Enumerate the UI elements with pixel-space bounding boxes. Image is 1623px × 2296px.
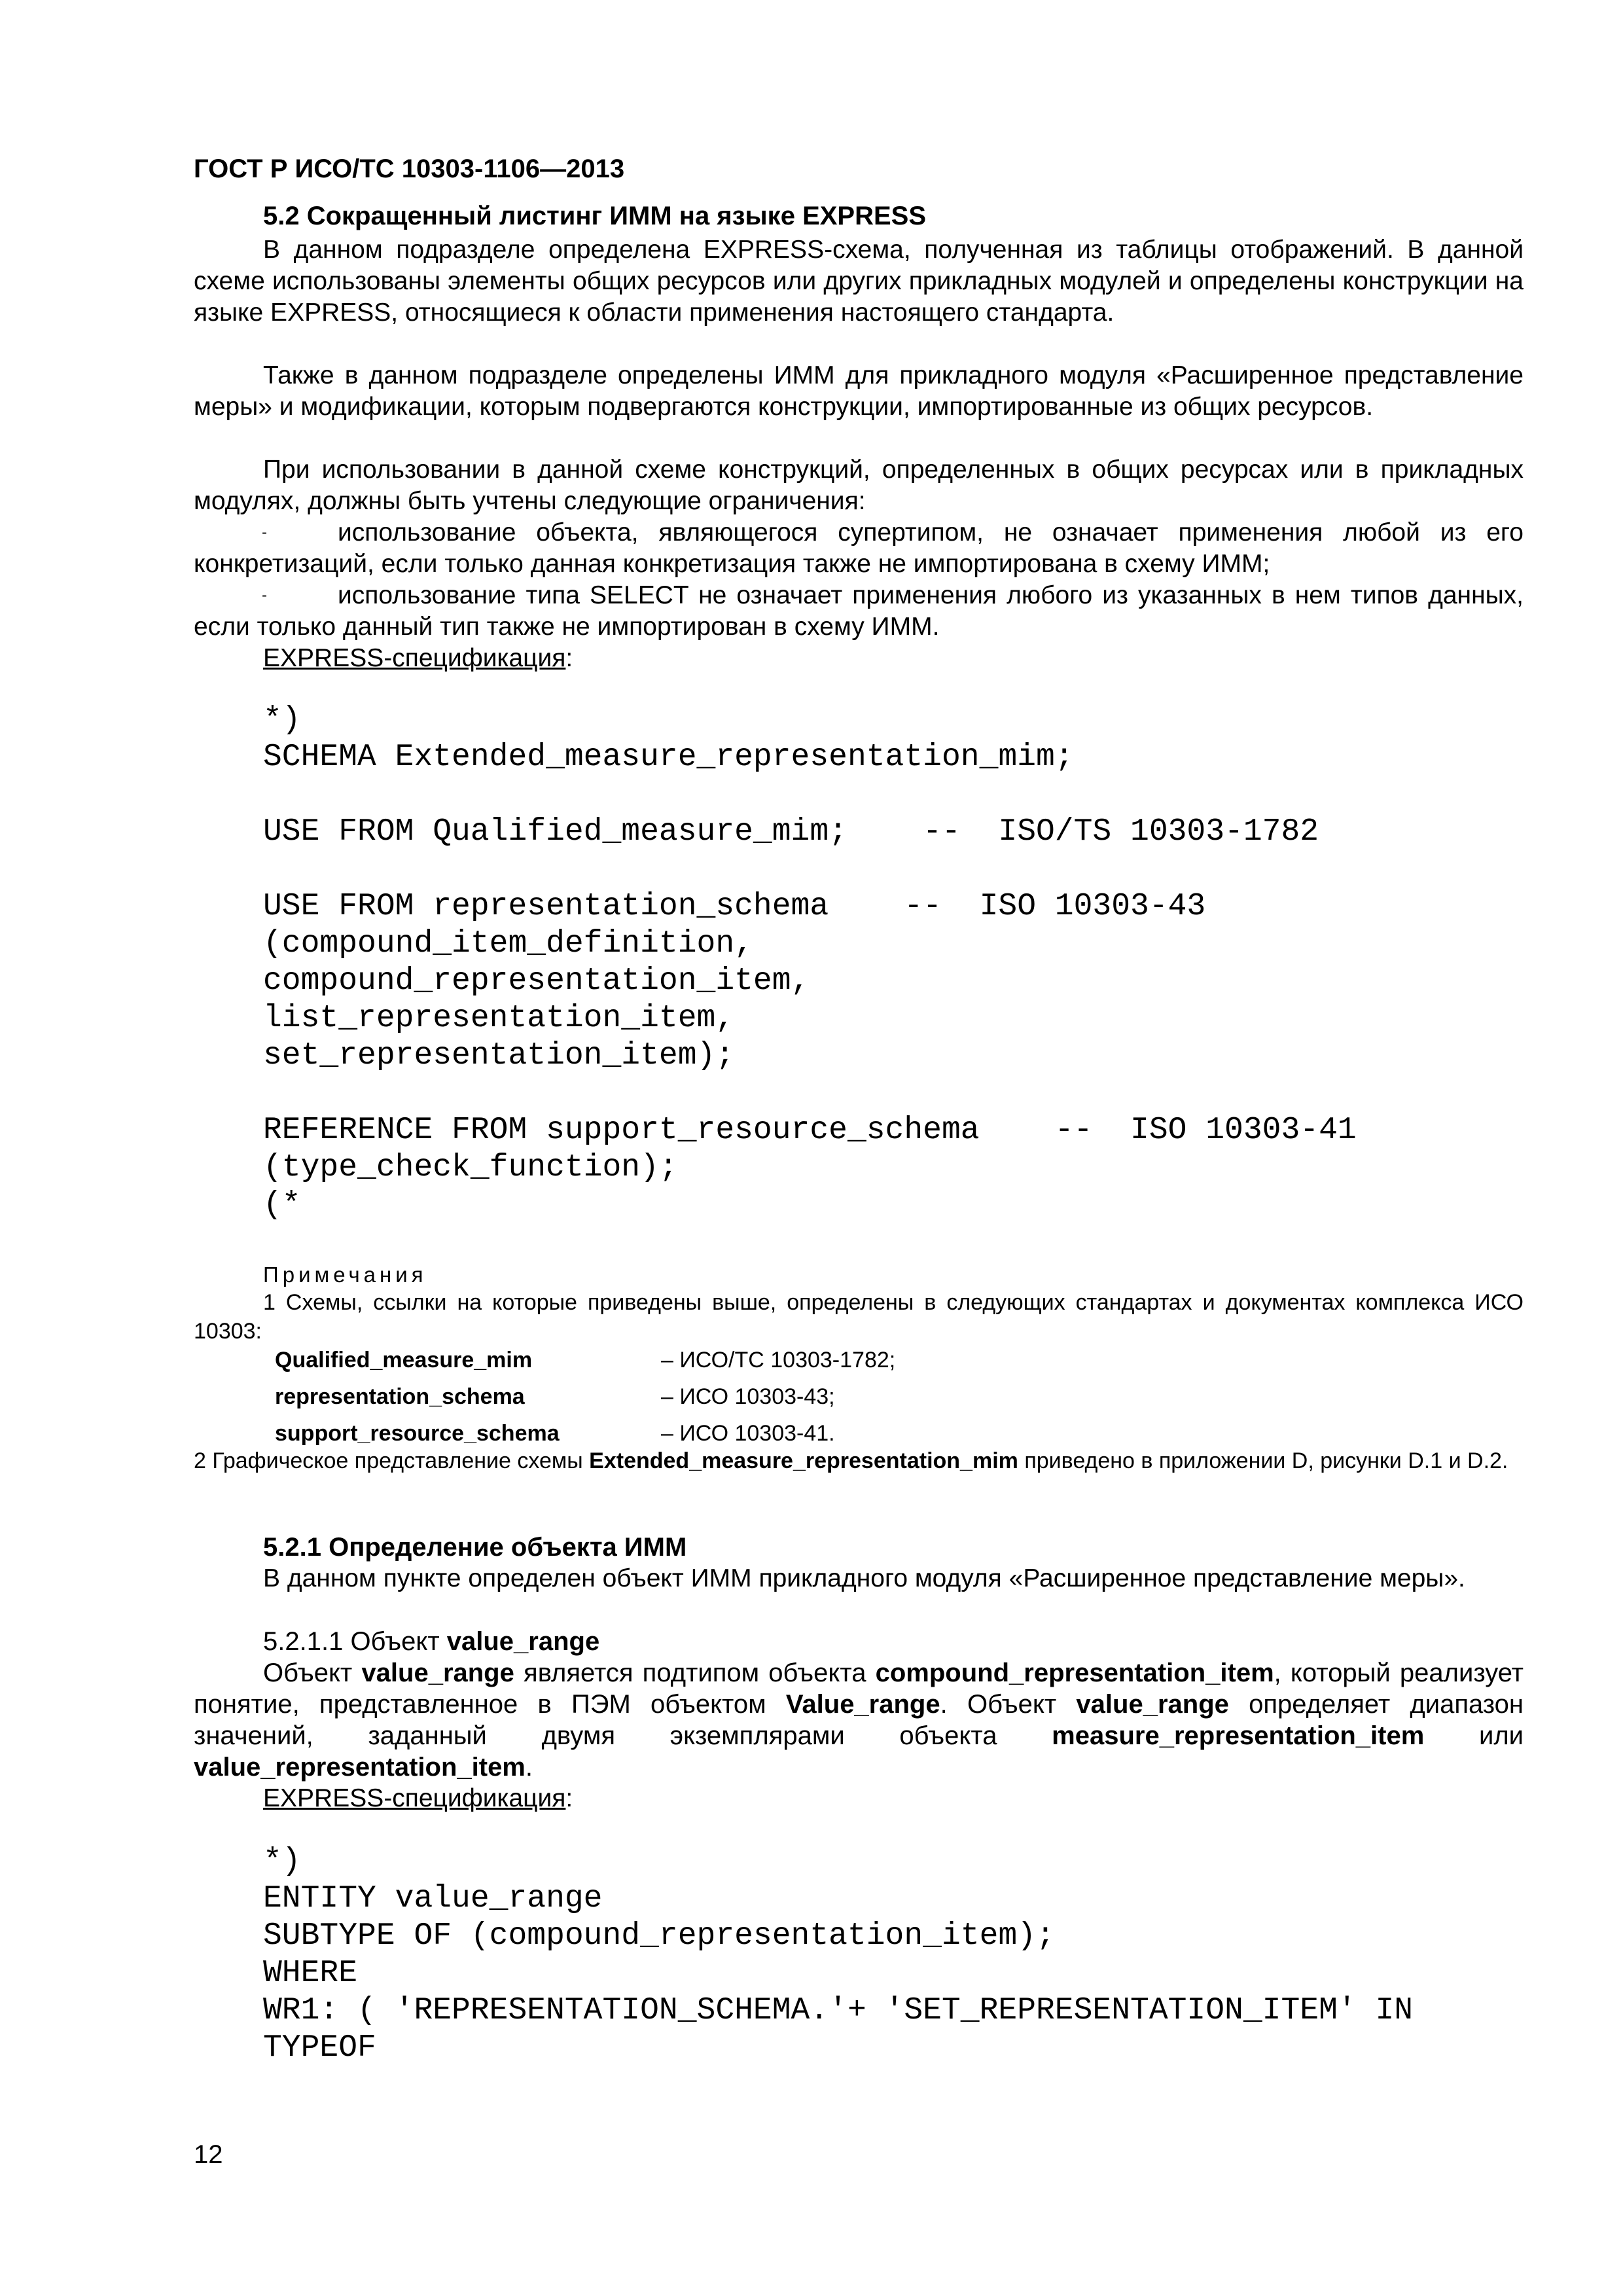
note-1 [194, 1288, 1524, 1346]
paragraph-text: В данном пункте определен объект ИММ прикладного модуля «Расширенное представление меры». [263, 1564, 1465, 1592]
desc-text: , который реализует понятие, представленное в ПЭМ объектом [194, 1659, 1524, 1719]
list-item [194, 580, 1524, 643]
note-text: 1 Схемы, ссылки на которые приведены выше, определены в следующих стандартах и документах комплекса ИСО 10303: [194, 1290, 1524, 1344]
desc-entity-name: Value_range [785, 1690, 940, 1719]
subsection-heading-5-2-1-1 [194, 1626, 1524, 1657]
desc-entity-name: compound_representation_item [875, 1659, 1274, 1687]
desc-text: определяет диапазон значений, заданный двумя экземплярами объекта [194, 1690, 1524, 1750]
express-spec-label [263, 643, 573, 674]
schema-reference-table [275, 1342, 895, 1452]
list-item-text: использование типа SELECT не означает применения любого из указанных в нем типов данных, если только данный тип также не импортирован в схему ИММ. [194, 581, 1524, 641]
desc-text: является подтипом объекта [514, 1659, 876, 1687]
desc-text: или [1424, 1721, 1524, 1750]
spec-label-colon: : [565, 1784, 573, 1812]
subsection-heading-text [194, 1626, 1524, 1657]
list-item [194, 517, 1524, 580]
note-2-text-end: приведено в приложении D, рисунки D.1 и D.2. [1018, 1448, 1508, 1473]
desc-entity-name: value_range [361, 1659, 514, 1687]
express-code-block: *) ENTITY value_range SUBTYPE OF (compound_representation_item); WHERE WR1: ( 'REPRESENTATION_SCHEMA.'+ 'SET_REPRESENTATION_ITEM' IN TYPEOF [263, 1844, 1414, 2066]
subsection-heading-entity: value_range [446, 1627, 600, 1656]
paragraph-text: Также в данном подразделе определены ИММ для прикладного модуля «Расширенное представление меры» и модификации, которым подвергаются конструкции, импортированные из общих ресурсов. [194, 361, 1524, 421]
desc-text: . Объект [940, 1690, 1077, 1719]
notes-title: Примечания [263, 1263, 427, 1287]
schema-name: representation_schema [275, 1384, 525, 1409]
bullet-marker: - [262, 524, 267, 541]
note-2-text-start: 2 Графическое представление схемы [194, 1448, 590, 1473]
paragraph-text: При использовании в данной схеме конструкций, определенных в общих ресурсах или в прикладных модулях, должны быть учтены следующие ограничения: [194, 456, 1524, 515]
document-header: ГОСТ Р ИСО/ТС 10303-1106—2013 [194, 154, 625, 183]
section-heading-5-2-1: 5.2.1 Определение объекта ИММ [263, 1533, 687, 1562]
express-spec-label [263, 1783, 573, 1814]
paragraph-text [194, 1657, 1524, 1783]
section-5-2-paragraph-2 [194, 360, 1524, 423]
section-5-2-paragraph-1 [194, 234, 1524, 329]
entity-description [194, 1657, 1524, 1783]
desc-text: . [525, 1753, 533, 1782]
schema-ref: – ИСО 10303-41. [661, 1420, 835, 1446]
section-5-2-paragraph-3 [194, 454, 1524, 517]
desc-text: Объект [263, 1659, 362, 1687]
spec-label-colon: : [565, 644, 573, 672]
note-2-schema-name: Extended_measure_representation_mim [589, 1448, 1018, 1473]
list-item-text: использование объекта, являющегося супертипом, не означает применения любой из его конкретизаций, если только данная конкретизация также не импортирована в схему ИММ; [194, 518, 1524, 578]
spec-label-text: EXPRESS-спецификация [263, 1784, 566, 1812]
bullet-marker: - [262, 586, 267, 604]
table-row [275, 1342, 895, 1378]
page-number: 12 [194, 2140, 223, 2169]
note-2 [194, 1446, 1524, 1475]
schema-ref: – ИСО 10303-43; [661, 1384, 835, 1409]
desc-entity-name: measure_representation_item [1052, 1721, 1425, 1750]
schema-ref: – ИСО/ТС 10303-1782; [661, 1347, 896, 1372]
subsection-heading-prefix: 5.2.1.1 Объект [263, 1627, 447, 1656]
express-code-block: *) SCHEMA Extended_measure_representation_mim; USE FROM Qualified_measure_mim; -- ISO/TS 10303-1782 USE FROM representation_schema -- ISO 10303-43 (compound_item_definition, compound_representation_item, list_representation_item, set_representation_item); REFERENCE FROM support_resource_schema -- ISO 10303-41 (type_check_function); (* [263, 702, 1357, 1223]
desc-entity-name: value_range [1076, 1690, 1229, 1719]
desc-entity-name: value_representation_item [194, 1753, 526, 1782]
spec-label-text: EXPRESS-спецификация [263, 644, 566, 672]
schema-name: support_resource_schema [275, 1420, 560, 1446]
note-text [194, 1446, 1524, 1475]
paragraph-text: В данном подразделе определена EXPRESS-схема, полученная из таблицы отображений. В данной схеме использованы элементы общих ресурсов или других прикладных модулей и определены конструкции на языке EXPRESS, относящиеся к области применения настоящего стандарта. [194, 236, 1524, 327]
section-heading-5-2: 5.2 Сокращенный листинг ИММ на языке EXPRESS [263, 202, 927, 230]
section-5-2-1-paragraph [194, 1563, 1524, 1594]
table-row [275, 1378, 895, 1415]
schema-name: Qualified_measure_mim [275, 1347, 533, 1372]
